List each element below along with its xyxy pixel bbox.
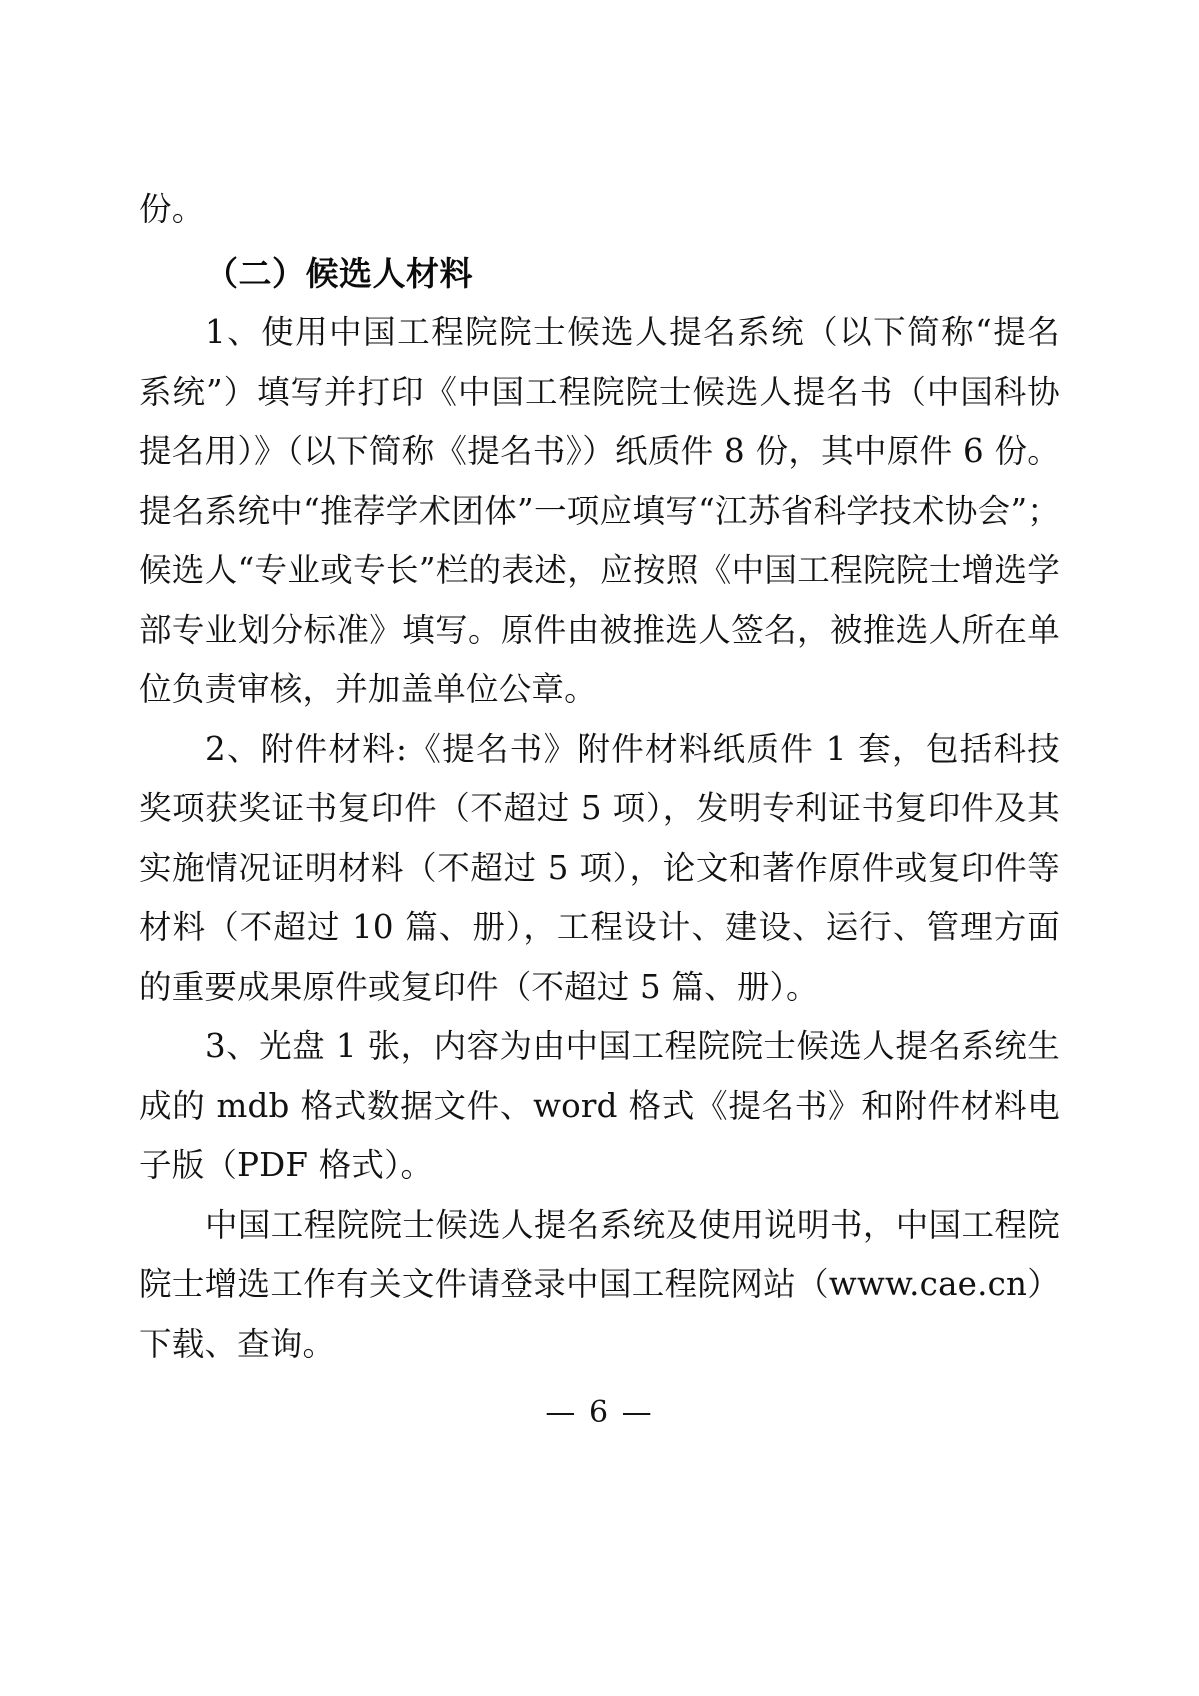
paragraph-item-3: 3、光盘 1 张，内容为由中国工程院院士候选人提名系统生成的 mdb 格式数据文件、word 格式《提名书》和附件材料电子版（PDF 格式）。 (139, 1027, 1060, 1184)
page-number: — 6 — (545, 1395, 654, 1430)
paragraph-item-1: 1、使用中国工程院院士候选人提名系统（以下简称“提名系统”）填写并打印《中国工程院院士候选人提名书（中国科协提名用）》（以下简称《提名书》）纸质件 8 份，其中原件 6 份。提名系统中“推荐学术团体”一项应填写“江苏省科学技术协会”；候选人“专业或专长”栏的表述，应按照《中国工程院院士增选学部专业划分标准》填写。原件由被推选人签名，被推选人所在单位负责审核，并加盖单位公章。 (139, 313, 1060, 708)
section-heading-candidate-materials: （二）候选人材料 (205, 253, 473, 293)
paragraph-item-2: 2、附件材料:《提名书》附件材料纸质件 1 套，包括科技奖项获奖证书复印件（不超过 5 项），发明专利证书复印件及其实施情况证明材料（不超过 5 项），论文和著作原件或复印件等材料（不超过 10 篇、册），工程设计、建设、运行、管理方面的重要成果原件或复印件（不超过 5 篇、册）。 (139, 729, 1060, 1006)
document-body (139, 180, 1060, 1374)
paragraph-closing: 中国工程院院士候选人提名系统及使用说明书，中国工程院院士增选工作有关文件请登录中国工程院网站（www.cae.cn）下载、查询。 (139, 1205, 1060, 1363)
paragraph-continuation: 份。 (139, 190, 205, 228)
